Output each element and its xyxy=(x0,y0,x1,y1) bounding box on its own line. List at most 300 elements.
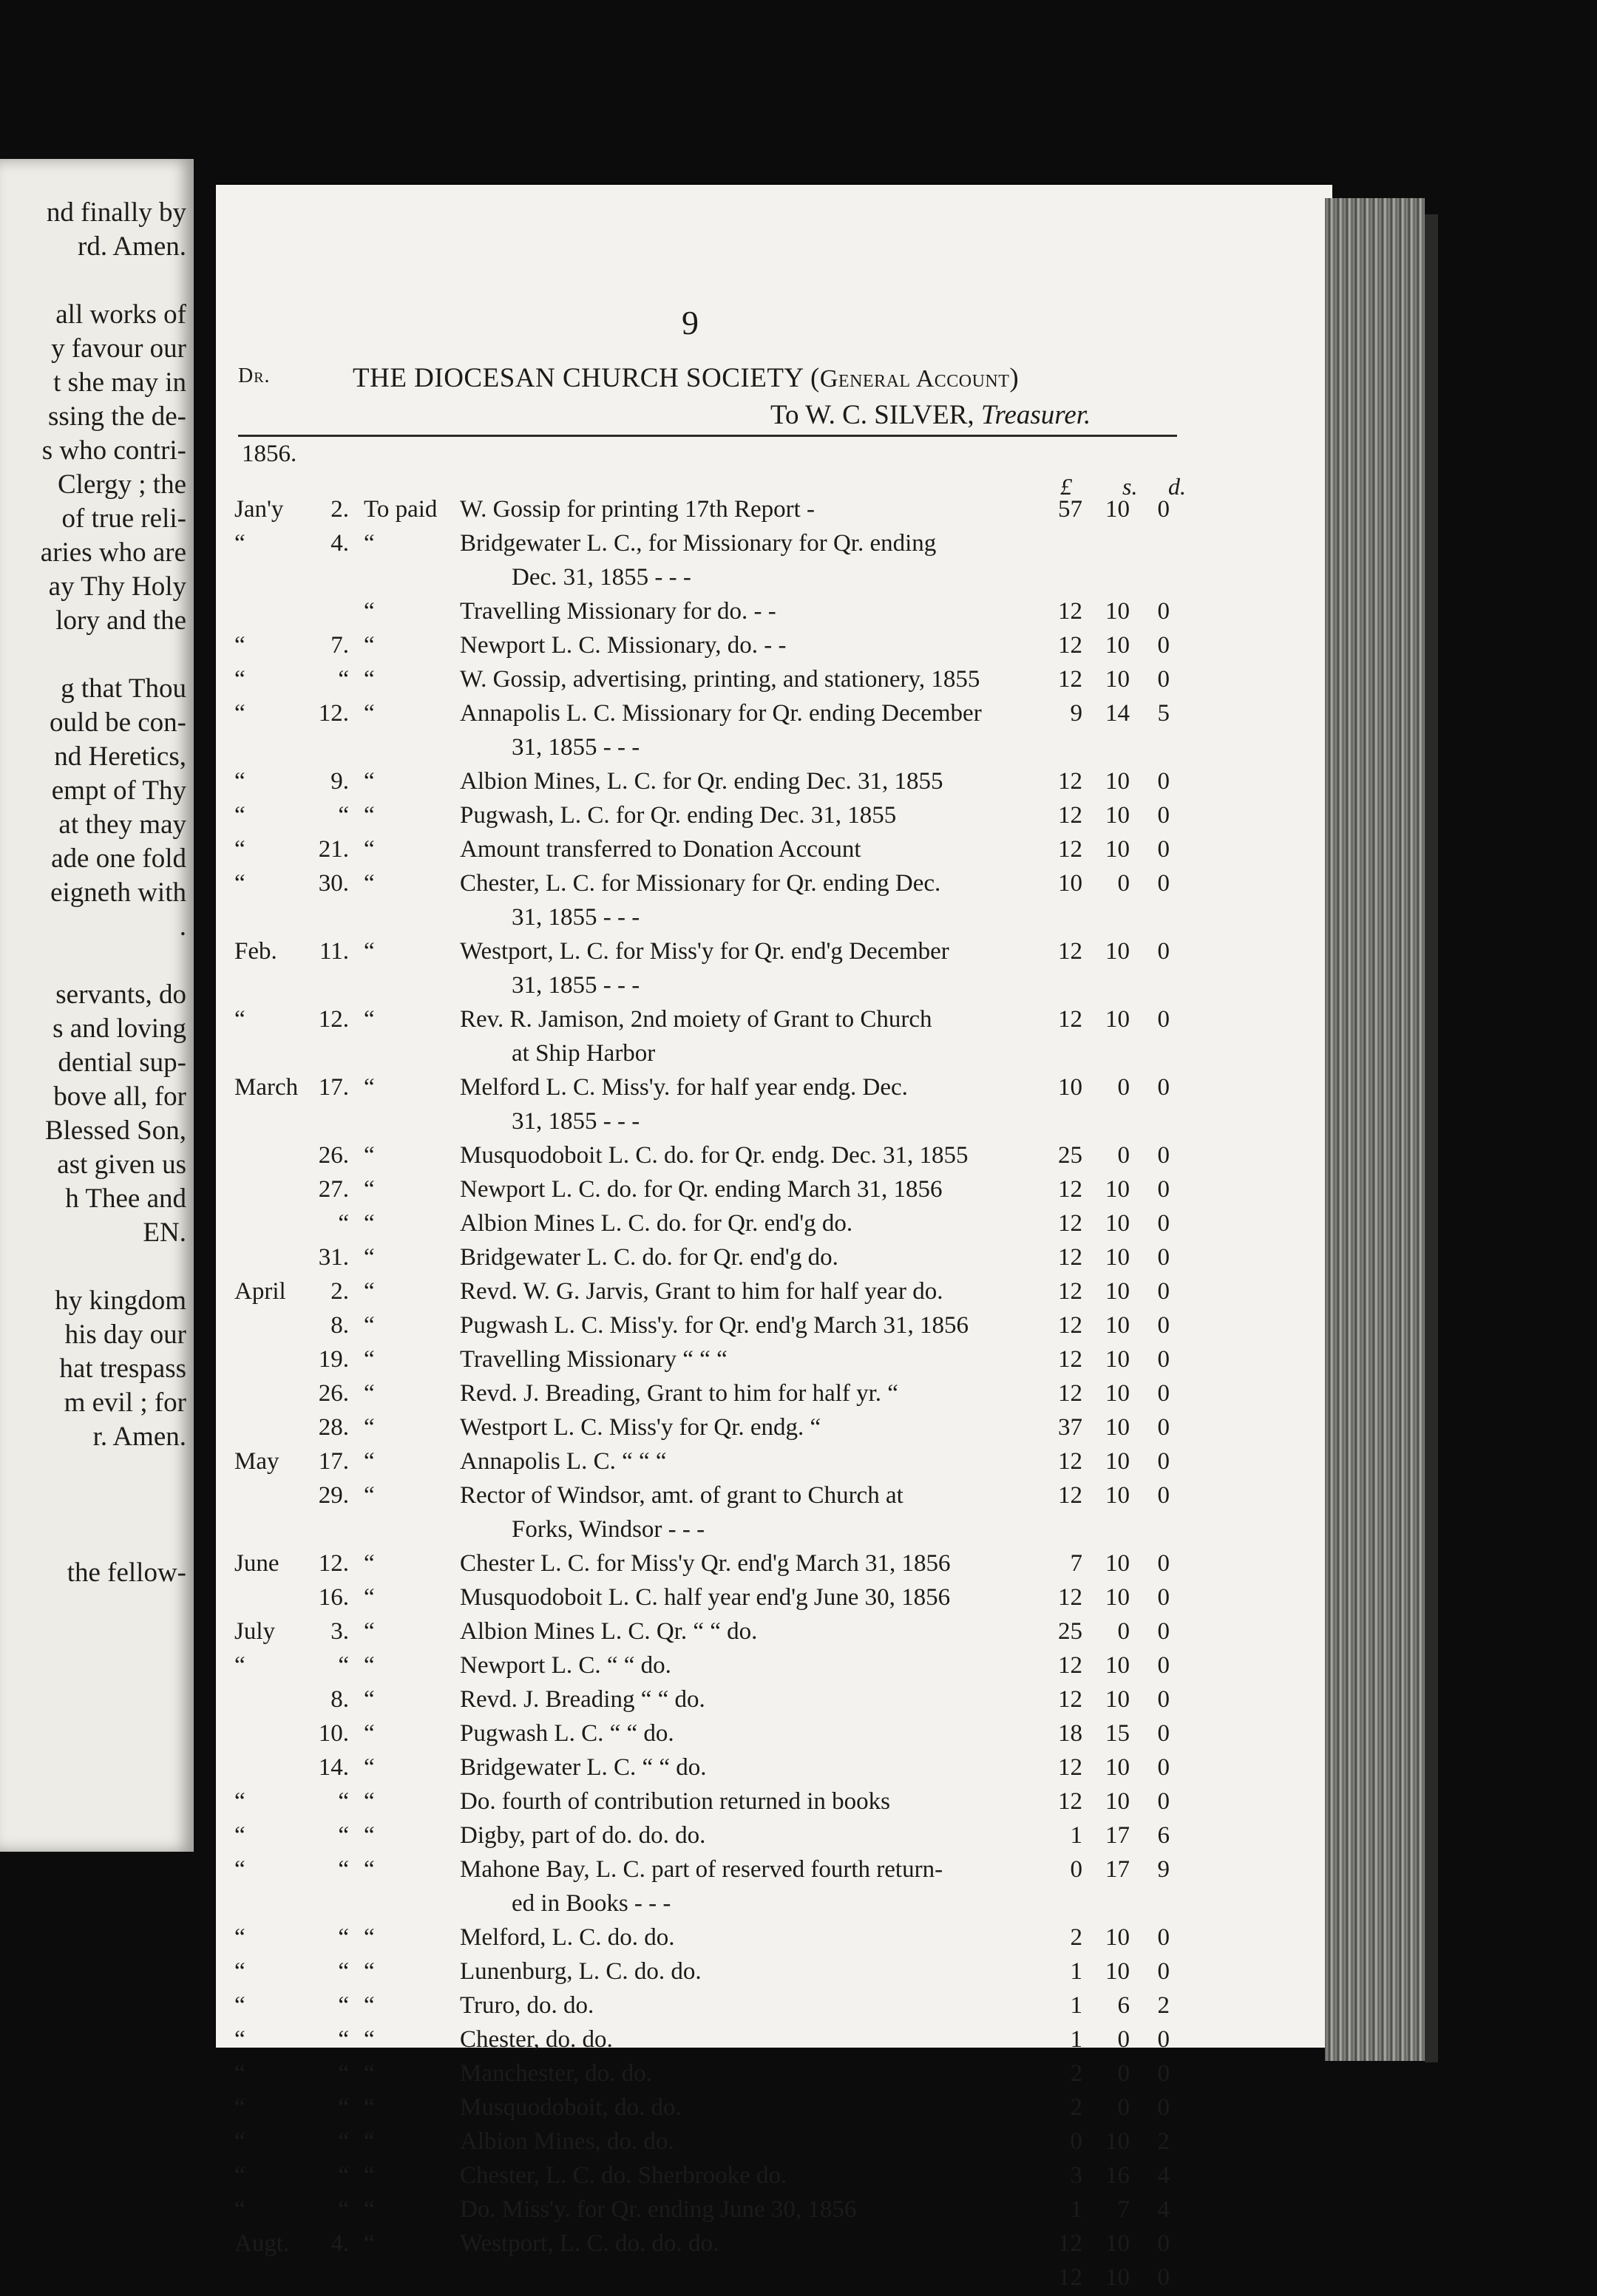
left-page-line: y favour our xyxy=(51,333,186,364)
ledger-shillings: 15 xyxy=(1105,1720,1130,1747)
ledger-row xyxy=(216,1616,1332,1650)
left-page-line: h Thee and xyxy=(65,1183,186,1214)
ledger-description: Bridgewater L. C. “ “ do. xyxy=(460,1754,707,1781)
ledger-shillings: 6 xyxy=(1117,1992,1130,2019)
ledger-shillings: 10 xyxy=(1105,1686,1130,1713)
ledger-pounds: 2 xyxy=(1070,1924,1082,1951)
ledger-pence: 0 xyxy=(1157,938,1170,965)
ledger-day: “ xyxy=(338,2128,349,2155)
ledger-month: “ xyxy=(234,2162,245,2189)
ledger-prefix: “ xyxy=(364,1822,375,1849)
left-page-line: Blessed Son, xyxy=(44,1115,186,1146)
ledger-row xyxy=(216,494,1332,528)
ledger-prefix: “ xyxy=(364,1992,375,2019)
ledger-day: 8. xyxy=(330,1312,349,1339)
ledger-shillings: 10 xyxy=(1105,632,1130,659)
ledger-month: “ xyxy=(234,870,245,897)
ledger-pounds: 1 xyxy=(1070,1822,1082,1849)
ledger-row xyxy=(216,1650,1332,1684)
left-page-line: ade one fold xyxy=(51,843,186,874)
ledger-month: “ xyxy=(234,1788,245,1815)
ledger-day: 2. xyxy=(330,1278,349,1305)
ledger-row xyxy=(216,970,1332,1004)
ledger-day: 9. xyxy=(330,768,349,795)
ledger-shillings: 17 xyxy=(1105,1822,1130,1849)
ledger-pence: 0 xyxy=(1157,1414,1170,1441)
ledger-pounds: 25 xyxy=(1058,1618,1082,1645)
ledger-pounds: 18 xyxy=(1058,1720,1082,1747)
ledger-description: Do. fourth of contribution returned in books xyxy=(460,1788,890,1815)
ledger-pounds: 12 xyxy=(1058,1686,1082,1713)
ledger-month: May xyxy=(234,1448,279,1475)
ledger-shillings: 10 xyxy=(1105,1550,1130,1577)
ledger-description: Digby, part of do. do. do. xyxy=(460,1822,706,1849)
ledger-month: June xyxy=(234,1550,279,1577)
ledger-day: 12. xyxy=(318,1550,349,1577)
left-page-line: servants, do xyxy=(55,979,186,1010)
ledger-row xyxy=(216,1752,1332,1786)
left-page-line: bove all, for xyxy=(53,1081,186,1112)
ledger-shillings: 16 xyxy=(1105,2162,1130,2189)
left-page-line: dential sup- xyxy=(58,1047,186,1078)
left-page-line: hat trespass xyxy=(59,1354,186,1384)
ledger-description: Albion Mines, do. do. xyxy=(460,2128,674,2155)
ledger-description: Mahone Bay, L. C. part of reserved fourth return- xyxy=(460,1856,943,1883)
year-label: 1856. xyxy=(242,441,297,467)
ledger-day: 7. xyxy=(330,632,349,659)
ledger-shillings: 0 xyxy=(1117,2060,1130,2087)
left-page-line: s and loving xyxy=(52,1013,186,1044)
ledger-pounds: 12 xyxy=(1058,768,1082,795)
ledger-row xyxy=(216,2228,1332,2262)
ledger-shillings: 0 xyxy=(1117,1074,1130,1101)
ledger-shillings: 0 xyxy=(1117,2026,1130,2053)
ledger-month: Feb. xyxy=(234,938,277,965)
ledger-prefix: “ xyxy=(364,666,375,693)
ledger-shillings: 10 xyxy=(1105,1958,1130,1985)
ledger-prefix: To paid xyxy=(364,496,438,523)
ledger-description: Westport, L. C. for Miss'y for Qr. end'g December xyxy=(460,938,949,965)
ledger-shillings: 10 xyxy=(1105,1176,1130,1203)
ledger-prefix: “ xyxy=(364,1278,375,1305)
ledger-description: Revd. J. Breading “ “ do. xyxy=(460,1686,705,1713)
ledger-description: Chester, do. do. xyxy=(460,2026,613,2053)
ledger-prefix: “ xyxy=(364,1652,375,1679)
ledger-day: “ xyxy=(338,2026,349,2053)
ledger-row xyxy=(216,2194,1332,2228)
ledger-month: “ xyxy=(234,530,245,557)
ledger-pence: 0 xyxy=(1157,836,1170,863)
ledger-description: Pugwash, L. C. for Qr. ending Dec. 31, 1855 xyxy=(460,802,897,829)
ledger-row xyxy=(216,834,1332,868)
ledger-pounds: 12 xyxy=(1058,598,1082,625)
ledger-description: Amount transferred to Donation Account xyxy=(460,836,861,863)
ledger-description: Rev. R. Jamison, 2nd moiety of Grant to Church xyxy=(460,1006,932,1033)
ledger-row xyxy=(216,1582,1332,1616)
ledger-row xyxy=(216,1208,1332,1242)
ledger-day: 21. xyxy=(318,836,349,863)
ledger-month: “ xyxy=(234,2196,245,2223)
left-page-line: Clergy ; the xyxy=(57,469,186,500)
ledger-description: Melford L. C. Miss'y. for half year endg. Dec. xyxy=(460,1074,908,1101)
ledger-pence: 9 xyxy=(1157,1856,1170,1883)
ledger-row xyxy=(216,1480,1332,1514)
ledger-day: 4. xyxy=(330,530,349,557)
ledger-prefix: “ xyxy=(364,598,375,625)
ledger-pence: 4 xyxy=(1157,2196,1170,2223)
ledger-row xyxy=(216,1514,1332,1548)
ledger-pounds: 12 xyxy=(1058,1652,1082,1679)
ledger-day: “ xyxy=(338,1924,349,1951)
ledger-day: “ xyxy=(338,1652,349,1679)
ledger-pence: 0 xyxy=(1157,1312,1170,1339)
ledger-pence: 0 xyxy=(1157,1652,1170,1679)
ledger-pence: 4 xyxy=(1157,2162,1170,2189)
ledger-shillings: 10 xyxy=(1105,1754,1130,1781)
ledger-pounds: 9 xyxy=(1070,700,1082,727)
ledger-month: Jan'y xyxy=(234,496,284,523)
ledger-description: Revd. W. G. Jarvis, Grant to him for half year do. xyxy=(460,1278,943,1305)
ledger-shillings: 10 xyxy=(1105,1380,1130,1407)
ledger-description: Newport L. C. “ “ do. xyxy=(460,1652,671,1679)
ledger-day: 31. xyxy=(318,1244,349,1271)
previous-page-fragment xyxy=(0,159,194,1852)
ledger-row xyxy=(216,1310,1332,1344)
account-title-main: THE DIOCESAN CHURCH SOCIETY ( xyxy=(353,363,820,393)
ledger-month: “ xyxy=(234,666,245,693)
left-page-line: g that Thou xyxy=(61,673,186,704)
ledger-pounds: 12 xyxy=(1058,1482,1082,1509)
ledger-pence: 0 xyxy=(1157,632,1170,659)
ledger-prefix: “ xyxy=(364,2162,375,2189)
ledger-pence: 0 xyxy=(1157,598,1170,625)
treasurer-name: To W. C. SILVER, xyxy=(770,400,981,430)
ledger-pence: 0 xyxy=(1157,1006,1170,1033)
ledger-description: Newport L. C. Missionary, do. - - xyxy=(460,632,787,659)
left-page-line: his day our xyxy=(64,1319,186,1350)
ledger-description: Do. Miss'y. for Qr. ending June 30, 1856 xyxy=(460,2196,857,2223)
ledger-month: March xyxy=(234,1074,299,1101)
ledger-description: Bridgewater L. C. do. for Qr. end'g do. xyxy=(460,1244,838,1271)
ledger-pence: 0 xyxy=(1157,1346,1170,1373)
ledger-row xyxy=(216,528,1332,562)
ledger-pounds: 37 xyxy=(1058,1414,1082,1441)
ledger-shillings: 10 xyxy=(1105,1312,1130,1339)
ledger-pounds: 12 xyxy=(1058,2264,1082,2291)
ledger-pounds: 1 xyxy=(1070,2196,1082,2223)
ledger-pence: 0 xyxy=(1157,2094,1170,2121)
left-page-line: ast given us xyxy=(57,1149,186,1180)
ledger-prefix: “ xyxy=(364,632,375,659)
ledger-description: Lunenburg, L. C. do. do. xyxy=(460,1958,702,1985)
ledger-month: “ xyxy=(234,1958,245,1985)
ledger-month: “ xyxy=(234,632,245,659)
ledger-pounds: 12 xyxy=(1058,1346,1082,1373)
ledger-pence: 6 xyxy=(1157,1822,1170,1849)
ledger-pence: 0 xyxy=(1157,1380,1170,1407)
ledger-month: “ xyxy=(234,1822,245,1849)
ledger-pence: 0 xyxy=(1157,1278,1170,1305)
ledger-pence: 0 xyxy=(1157,1448,1170,1475)
left-page-line: ssing the de- xyxy=(47,401,186,432)
ledger-entries xyxy=(216,185,1332,2291)
ledger-description: Musquodoboit L. C. half year end'g June 30, 1856 xyxy=(460,1584,951,1611)
ledger-description: Chester, L. C. do. Sherbrooke do. xyxy=(460,2162,787,2189)
ledger-day: 16. xyxy=(318,1584,349,1611)
ledger-prefix: “ xyxy=(364,1006,375,1033)
ledger-day: “ xyxy=(338,2094,349,2121)
ledger-row xyxy=(216,2126,1332,2160)
ledger-day: “ xyxy=(338,1992,349,2019)
ledger-shillings: 10 xyxy=(1105,1924,1130,1951)
ledger-description: Westport, L. C. do. do. do. xyxy=(460,2230,719,2257)
ledger-month: “ xyxy=(234,2060,245,2087)
shillings-header: s. xyxy=(1122,473,1138,500)
ledger-prefix: “ xyxy=(364,1584,375,1611)
ledger-month: “ xyxy=(234,2128,245,2155)
ledger-prefix: “ xyxy=(364,1754,375,1781)
left-page-line: ay Thy Holy xyxy=(48,571,186,602)
ledger-prefix: “ xyxy=(364,802,375,829)
ledger-row xyxy=(216,1004,1332,1038)
debit-label: Dr. xyxy=(238,364,271,387)
left-page-line: of true reli- xyxy=(61,503,186,534)
page-number: 9 xyxy=(682,304,699,342)
ledger-pounds: 1 xyxy=(1070,1958,1082,1985)
ledger-prefix: “ xyxy=(364,700,375,727)
ledger-description: 31, 1855 - - - xyxy=(512,1108,640,1135)
ledger-row xyxy=(216,562,1332,596)
page-edge-stack xyxy=(1325,198,1425,2061)
ledger-pence: 0 xyxy=(1157,666,1170,693)
ledger-shillings: 14 xyxy=(1105,700,1130,727)
ledger-day: “ xyxy=(338,802,349,829)
ledger-description: Annapolis L. C. “ “ “ xyxy=(460,1448,667,1475)
ledger-shillings: 10 xyxy=(1105,1210,1130,1237)
ledger-prefix: “ xyxy=(364,1686,375,1713)
ledger-row xyxy=(216,1412,1332,1446)
ledger-pence: 0 xyxy=(1157,1924,1170,1951)
ledger-prefix: “ xyxy=(364,2060,375,2087)
ledger-description: Newport L. C. do. for Qr. ending March 31, 1856 xyxy=(460,1176,943,1203)
ledger-row xyxy=(216,1888,1332,1922)
ledger-month: July xyxy=(234,1618,276,1645)
ledger-description: Forks, Windsor - - - xyxy=(512,1516,705,1543)
ledger-shillings: 0 xyxy=(1117,2094,1130,2121)
ledger-day: “ xyxy=(338,2162,349,2189)
ledger-day: 29. xyxy=(318,1482,349,1509)
account-title-close: ) xyxy=(1009,363,1020,393)
ledger-prefix: “ xyxy=(364,530,375,557)
ledger-day: “ xyxy=(338,666,349,693)
ledger-day: 10. xyxy=(318,1720,349,1747)
ledger-month: “ xyxy=(234,802,245,829)
ledger-shillings: 10 xyxy=(1105,1278,1130,1305)
ledger-day: “ xyxy=(338,2196,349,2223)
ledger-month: “ xyxy=(234,700,245,727)
left-page-line: nd Heretics, xyxy=(54,741,186,772)
ledger-pence: 0 xyxy=(1157,1754,1170,1781)
ledger-shillings: 10 xyxy=(1105,1584,1130,1611)
ledger-prefix: “ xyxy=(364,1346,375,1373)
ledger-row xyxy=(216,2058,1332,2092)
ledger-shillings: 10 xyxy=(1105,2264,1130,2291)
ledger-pence: 0 xyxy=(1157,1550,1170,1577)
ledger-prefix: “ xyxy=(364,1482,375,1509)
ledger-pounds: 12 xyxy=(1058,1176,1082,1203)
ledger-shillings: 10 xyxy=(1105,938,1130,965)
ledger-prefix: “ xyxy=(364,2026,375,2053)
ledger-pounds: 25 xyxy=(1058,1142,1082,1169)
ledger-shillings: 10 xyxy=(1105,496,1130,523)
ledger-row xyxy=(216,1242,1332,1276)
left-page-line: at they may xyxy=(58,809,186,840)
ledger-day: 12. xyxy=(318,700,349,727)
ledger-description: Travelling Missionary “ “ “ xyxy=(460,1346,728,1373)
ledger-pence: 0 xyxy=(1157,870,1170,897)
ledger-pence: 0 xyxy=(1157,768,1170,795)
ledger-description: 31, 1855 - - - xyxy=(512,972,640,999)
ledger-month: “ xyxy=(234,1924,245,1951)
ledger-row xyxy=(216,800,1332,834)
ledger-pence: 0 xyxy=(1157,1482,1170,1509)
account-title-subtitle: General Account xyxy=(819,365,1010,393)
ledger-pence: 0 xyxy=(1157,1244,1170,1271)
ledger-description: Albion Mines L. C. Qr. “ “ do. xyxy=(460,1618,758,1645)
ledger-row xyxy=(216,1378,1332,1412)
pounds-header: £ xyxy=(1060,473,1072,500)
ledger-day: 11. xyxy=(319,938,349,965)
left-page-line: the fellow- xyxy=(67,1558,186,1588)
ledger-description: Truro, do. do. xyxy=(460,1992,594,2019)
ledger-row xyxy=(216,1786,1332,1820)
ledger-pence: 0 xyxy=(1157,1584,1170,1611)
ledger-pounds: 12 xyxy=(1058,1754,1082,1781)
ledger-month: “ xyxy=(234,836,245,863)
ledger-day: 26. xyxy=(318,1380,349,1407)
ledger-pence: 0 xyxy=(1157,1210,1170,1237)
ledger-day: 4. xyxy=(330,2230,349,2257)
ledger-pence: 0 xyxy=(1157,1176,1170,1203)
ledger-row xyxy=(216,1990,1332,2024)
ledger-pounds: 12 xyxy=(1058,1448,1082,1475)
ledger-row xyxy=(216,1072,1332,1106)
ledger-pounds: 12 xyxy=(1058,1278,1082,1305)
ledger-pence: 0 xyxy=(1157,1720,1170,1747)
ledger-day: “ xyxy=(338,1856,349,1883)
ledger-prefix: “ xyxy=(364,1856,375,1883)
ledger-row xyxy=(216,936,1332,970)
ledger-page xyxy=(216,185,1332,2291)
ledger-pence: 0 xyxy=(1157,1686,1170,1713)
left-page-line: m evil ; for xyxy=(64,1388,186,1418)
ledger-row xyxy=(216,1446,1332,1480)
treasurer-role: Treasurer. xyxy=(980,400,1091,430)
ledger-prefix: “ xyxy=(364,1210,375,1237)
ledger-row xyxy=(216,1174,1332,1208)
ledger-shillings: 17 xyxy=(1105,1856,1130,1883)
ledger-row xyxy=(216,1922,1332,1956)
ledger-prefix: “ xyxy=(364,1142,375,1169)
ledger-shillings: 10 xyxy=(1105,1652,1130,1679)
ledger-pounds: 7 xyxy=(1070,1550,1082,1577)
ledger-row xyxy=(216,596,1332,630)
ledger-pounds: 10 xyxy=(1058,870,1082,897)
ledger-month: “ xyxy=(234,1856,245,1883)
ledger-pounds: 2 xyxy=(1070,2094,1082,2121)
ledger-day: 8. xyxy=(330,1686,349,1713)
ledger-pence: 5 xyxy=(1157,700,1170,727)
ledger-prefix: “ xyxy=(364,1720,375,1747)
ledger-row xyxy=(216,630,1332,664)
ledger-day: 19. xyxy=(318,1346,349,1373)
ledger-pence: 0 xyxy=(1157,496,1170,523)
ledger-pounds: 3 xyxy=(1070,2162,1082,2189)
ledger-pence: 0 xyxy=(1157,2060,1170,2087)
ledger-description: W. Gossip, advertising, printing, and stationery, 1855 xyxy=(460,666,980,693)
ledger-description: ed in Books - - - xyxy=(512,1890,671,1917)
ledger-day: 30. xyxy=(318,870,349,897)
ledger-day: “ xyxy=(338,1958,349,1985)
ledger-pounds: 12 xyxy=(1058,1244,1082,1271)
ledger-pence: 0 xyxy=(1157,1074,1170,1101)
left-page-line: aries who are xyxy=(40,537,186,568)
ledger-row xyxy=(216,1854,1332,1888)
ledger-month: “ xyxy=(234,2094,245,2121)
ledger-month: April xyxy=(234,1278,286,1305)
ledger-description: Manchester, do. do. xyxy=(460,2060,652,2087)
left-page-line: r. Amen. xyxy=(92,1422,186,1452)
ledger-pence: 0 xyxy=(1157,2026,1170,2053)
ledger-row xyxy=(216,1140,1332,1174)
ledger-pounds: 12 xyxy=(1058,1006,1082,1033)
ledger-prefix: “ xyxy=(364,870,375,897)
ledger-pounds: 12 xyxy=(1058,632,1082,659)
ledger-pounds: 0 xyxy=(1070,2128,1082,2155)
ledger-row xyxy=(216,664,1332,698)
ledger-shillings: 10 xyxy=(1105,2128,1130,2155)
ledger-prefix: “ xyxy=(364,768,375,795)
ledger-description: Annapolis L. C. Missionary for Qr. ending December xyxy=(460,700,982,727)
ledger-shillings: 7 xyxy=(1117,2196,1130,2223)
ledger-row xyxy=(216,2024,1332,2058)
left-page-line: nd finally by xyxy=(46,197,186,228)
ledger-shillings: 10 xyxy=(1105,1788,1130,1815)
ledger-day: 28. xyxy=(318,1414,349,1441)
ledger-pence: 2 xyxy=(1157,2128,1170,2155)
binding-shadow xyxy=(1425,214,1438,2062)
ledger-pounds: 12 xyxy=(1058,1210,1082,1237)
ledger-description: Musquodoboit, do. do. xyxy=(460,2094,682,2121)
ledger-row xyxy=(216,1718,1332,1752)
ledger-pounds: 12 xyxy=(1058,666,1082,693)
ledger-prefix: “ xyxy=(364,2094,375,2121)
ledger-prefix: “ xyxy=(364,1788,375,1815)
ledger-pence: 0 xyxy=(1157,802,1170,829)
left-page-line: s who contri- xyxy=(41,435,186,466)
ledger-pounds: 12 xyxy=(1058,1312,1082,1339)
ledger-prefix: “ xyxy=(364,1244,375,1271)
ledger-month: “ xyxy=(234,2026,245,2053)
ledger-shillings: 10 xyxy=(1105,768,1130,795)
ledger-day: 3. xyxy=(330,1618,349,1645)
ledger-pounds: 12 xyxy=(1058,836,1082,863)
ledger-description: Pugwash L. C. “ “ do. xyxy=(460,1720,674,1747)
ledger-day: “ xyxy=(338,1210,349,1237)
ledger-shillings: 10 xyxy=(1105,666,1130,693)
ledger-pence: 0 xyxy=(1157,1142,1170,1169)
ledger-shillings: 10 xyxy=(1105,1244,1130,1271)
